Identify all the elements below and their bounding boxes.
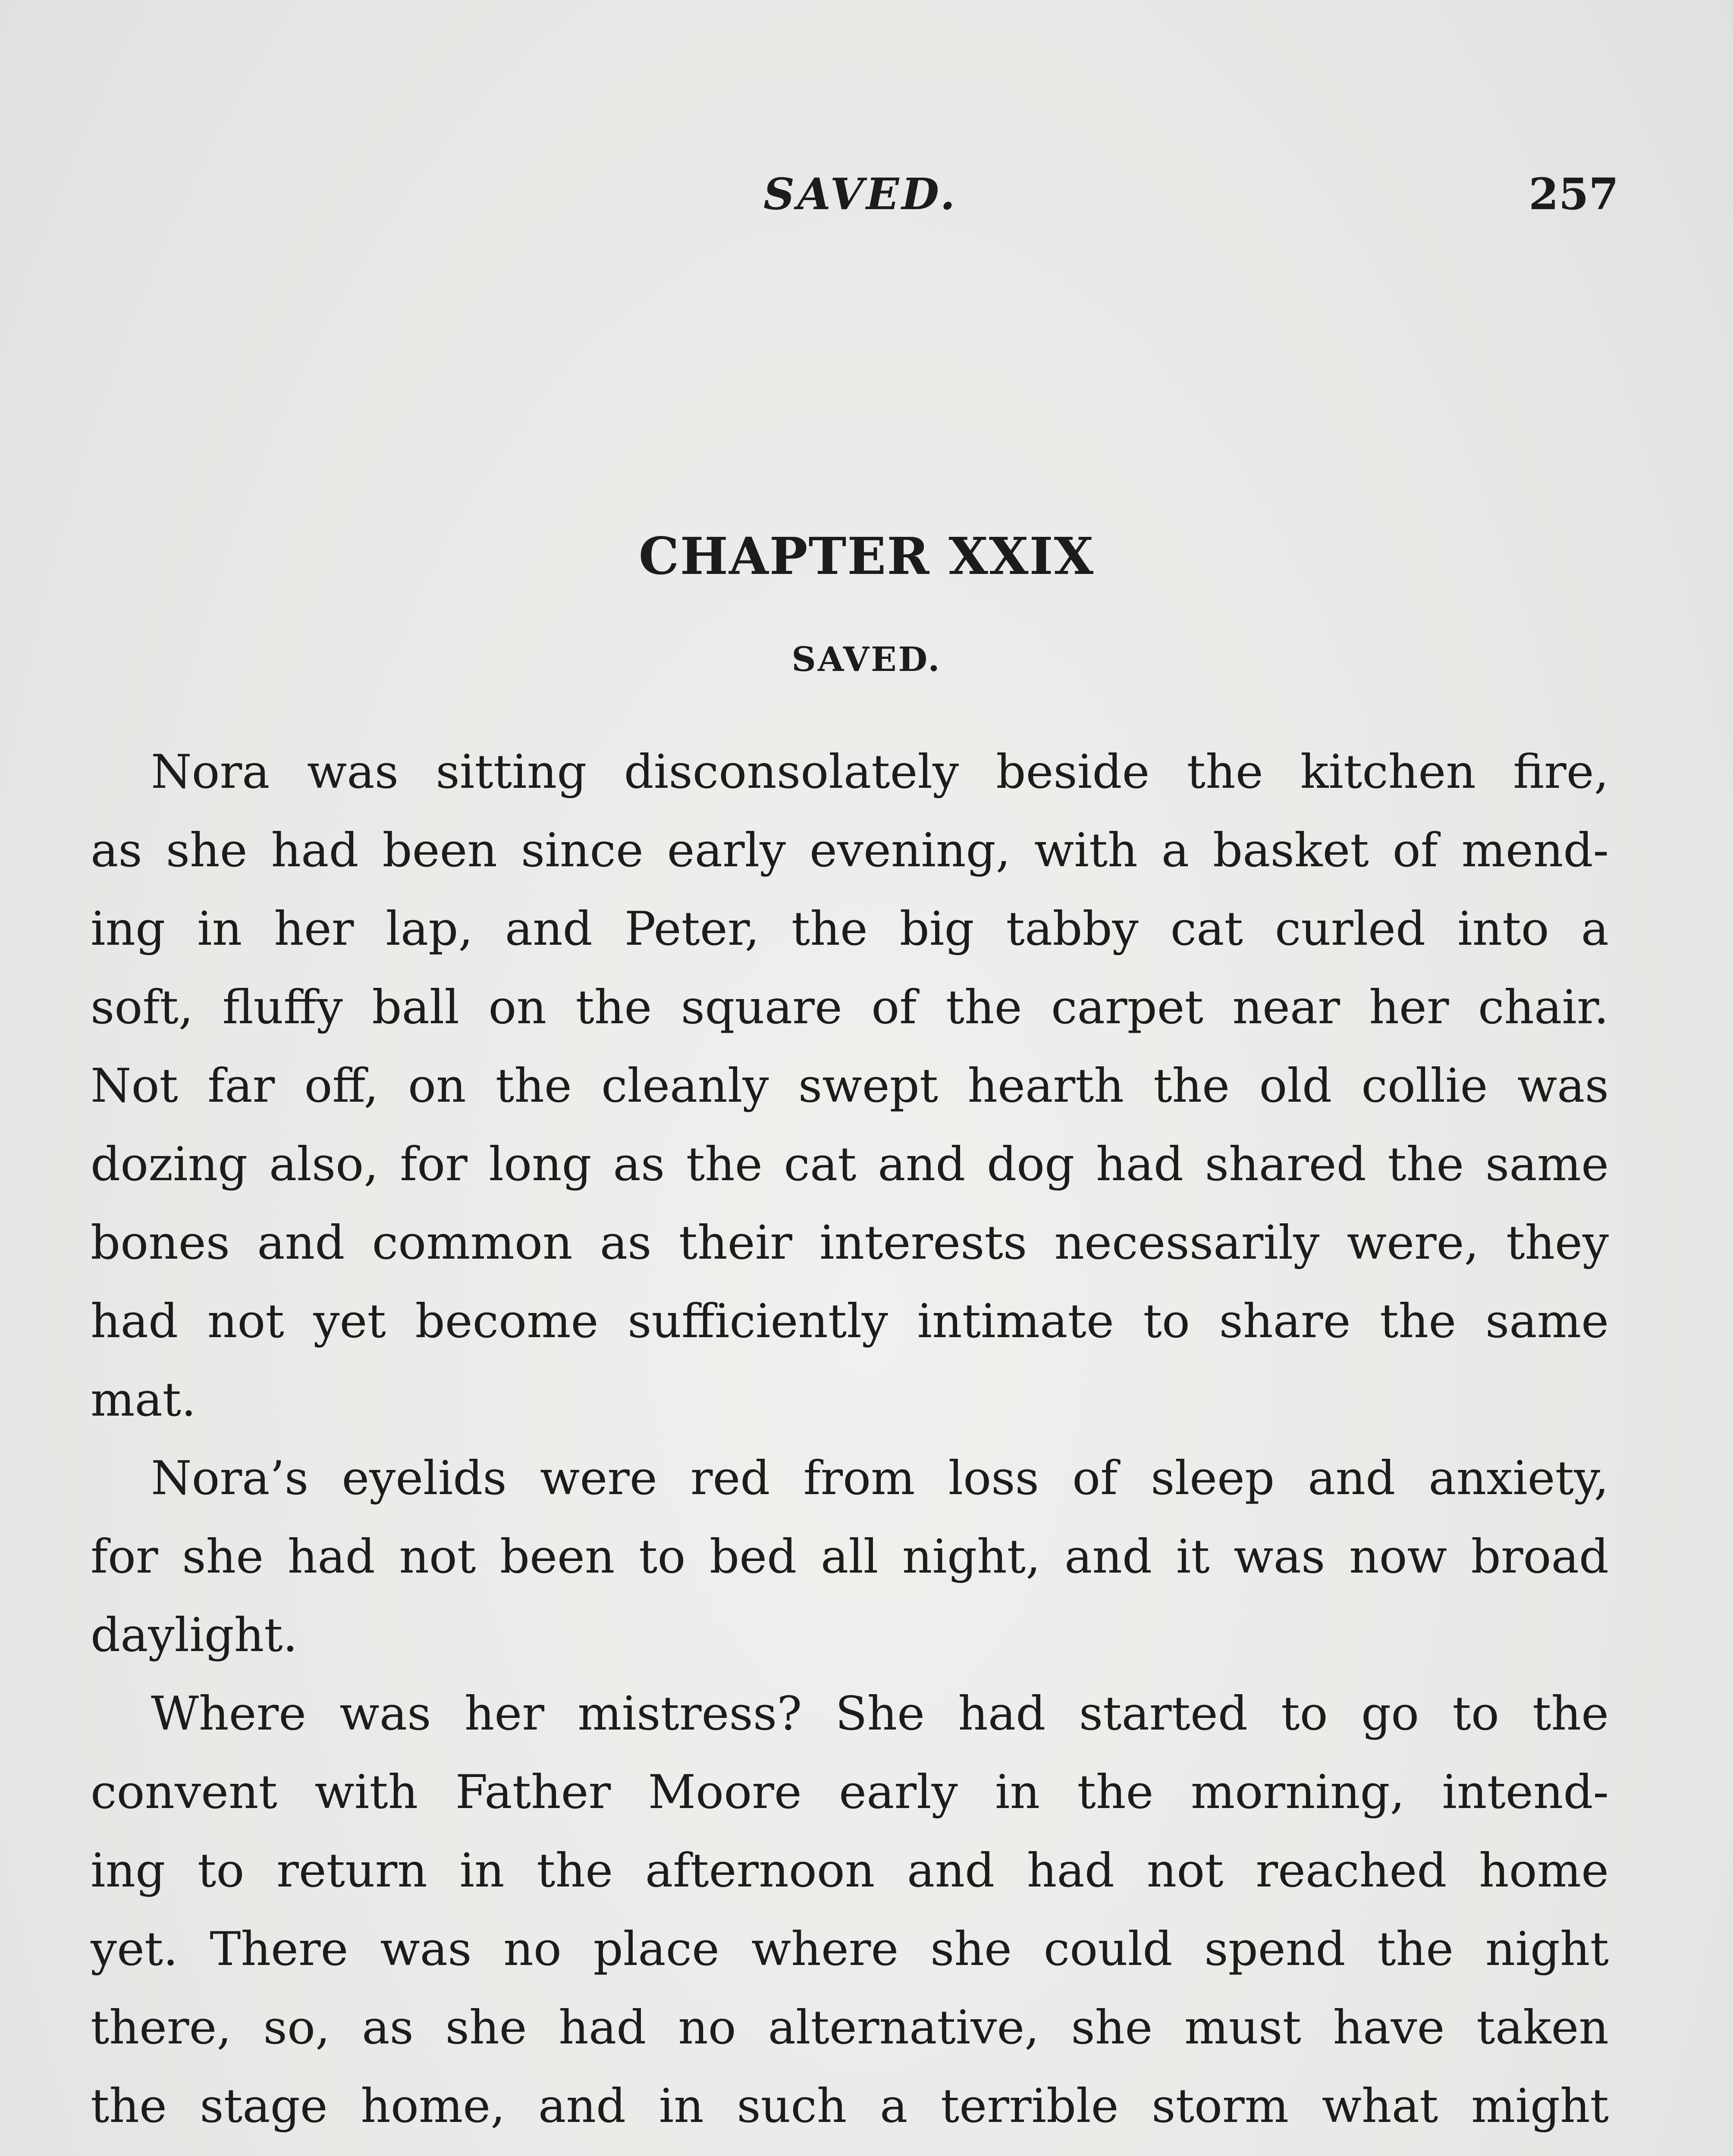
- running-head: SAVED.: [763, 169, 958, 219]
- text-line: dozing also, for long as the cat and dog had shared the same: [91, 1138, 1609, 1191]
- text-line: Not far off, on the cleanly swept hearth the old collie was: [91, 1059, 1609, 1113]
- text-line: bones and common as their interests necessarily were, they: [91, 1216, 1609, 1270]
- text-line: Where was her mistress? She had started to go to the: [151, 1687, 1609, 1741]
- text-line: Nora’s eyelids were red from loss of sleep and anxiety,: [151, 1451, 1609, 1505]
- chapter-subtitle: SAVED.: [791, 640, 942, 679]
- text-line: for she had not been to bed all night, and it was now broad: [91, 1530, 1609, 1584]
- text-line: the stage home, and in such a terrible storm what might: [91, 2079, 1609, 2133]
- text-line: Nora was sitting disconsolately beside the kitchen fire,: [151, 745, 1609, 799]
- text-line: there, so, as she had no alternative, she must have taken: [91, 2001, 1609, 2055]
- body-text: [91, 733, 1609, 2156]
- text-line: soft, fluffy ball on the square of the carpet near her chair.: [91, 981, 1609, 1034]
- text-line: ing to return in the afternoon and had not reached home: [91, 1844, 1609, 1898]
- chapter-title: CHAPTER XXIX: [638, 526, 1095, 586]
- text-line: yet. There was no place where she could spend the night: [91, 1922, 1609, 1976]
- text-line: as she had been since early evening, with a basket of mend-: [91, 824, 1609, 877]
- page-number: 257: [1529, 169, 1619, 219]
- text-line: convent with Father Moore early in the morning, intend-: [91, 1765, 1609, 1819]
- text-line: daylight.: [91, 1608, 298, 1662]
- text-line: ing in her lap, and Peter, the big tabby cat curled into a: [91, 902, 1609, 956]
- text-line: [91, 2146, 1609, 2156]
- text-line: had not yet become sufficiently intimate to share the same: [91, 1294, 1609, 1348]
- text-line: mat.: [91, 1373, 196, 1427]
